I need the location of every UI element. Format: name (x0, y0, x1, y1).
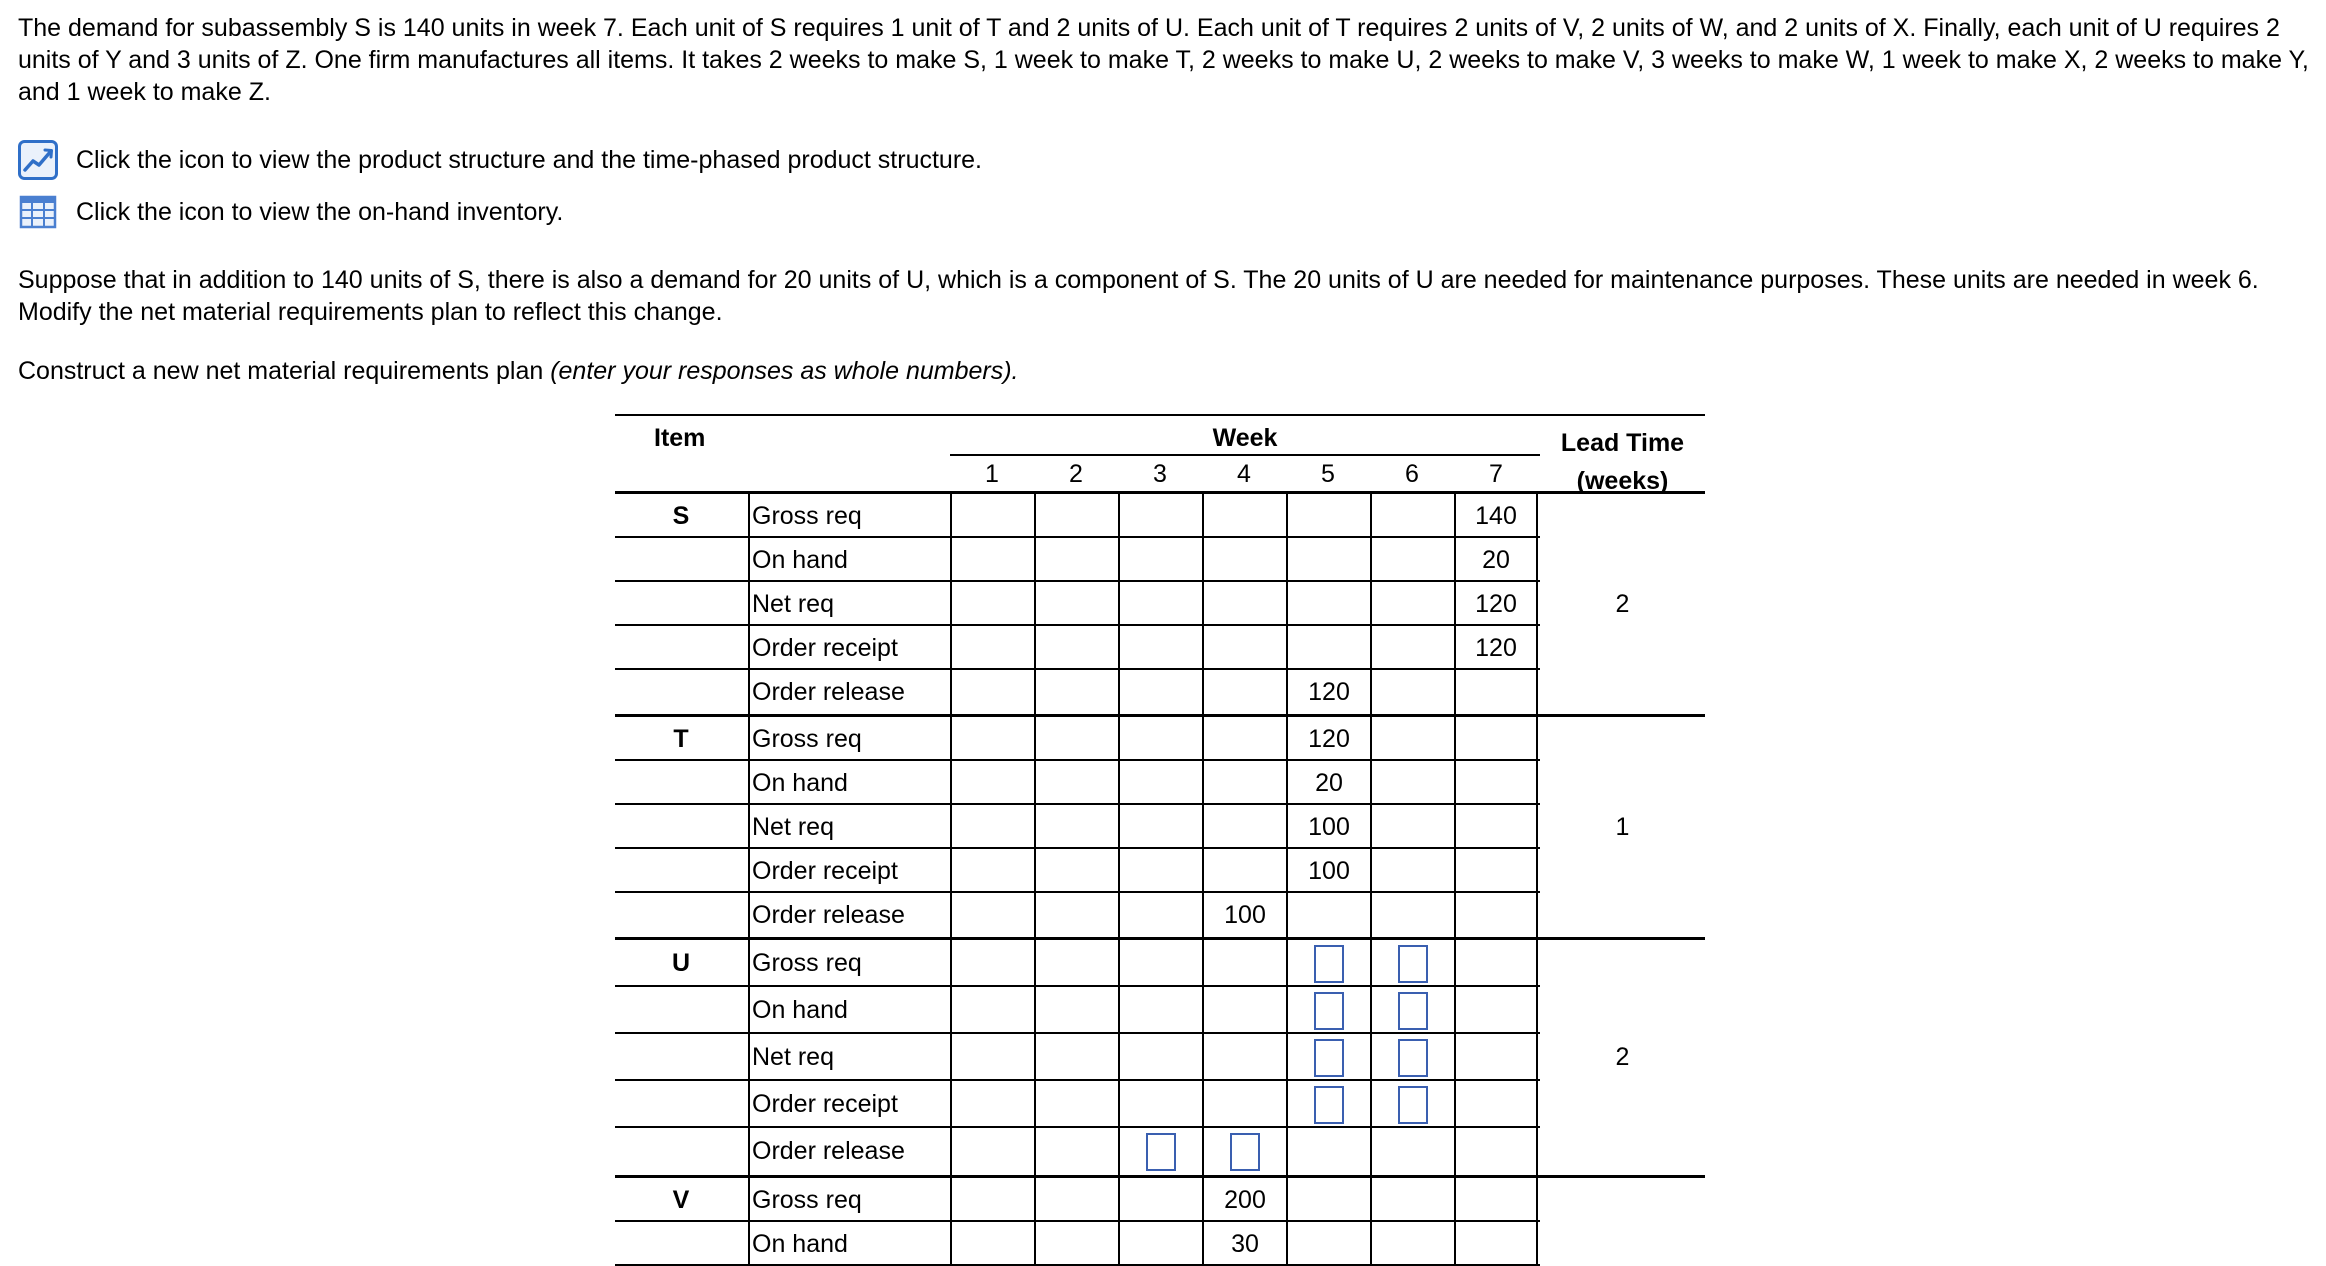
table-cell (1034, 717, 1118, 761)
table-cell (1370, 893, 1454, 937)
product-structure-link[interactable] (18, 140, 982, 180)
lead-time-value: 2 (1615, 1043, 1630, 1071)
week-header-underline (950, 454, 1540, 456)
table-cell (1202, 849, 1286, 893)
item-column-header: Item (654, 424, 706, 452)
table-cell (950, 893, 1034, 937)
table-cell (1370, 717, 1454, 761)
table-cell (1370, 626, 1454, 670)
table-cell (1118, 1178, 1202, 1222)
table-cell (950, 670, 1034, 714)
table-cell (1034, 1081, 1118, 1128)
row-label: Order receipt (748, 849, 948, 893)
table-cell (1034, 582, 1118, 626)
row-label: On hand (748, 538, 948, 582)
row-label: On hand (748, 1222, 948, 1266)
answer-cell (1286, 987, 1370, 1034)
lead-time-value: 2 (1615, 590, 1630, 618)
table-cell (1118, 940, 1202, 987)
answer-cell (1370, 987, 1454, 1034)
answer-cell (1370, 1081, 1454, 1128)
table-cell: 200 (1202, 1178, 1286, 1222)
table-cell (1034, 538, 1118, 582)
table-cell: 20 (1454, 538, 1538, 582)
week-number: 1 (985, 460, 999, 488)
table-cell (950, 761, 1034, 805)
table-cell: 140 (1454, 494, 1538, 538)
answer-cell (1370, 940, 1454, 987)
row-label: Net req (748, 1034, 948, 1081)
row-label: Gross req (748, 940, 948, 987)
answer-input[interactable] (1398, 945, 1428, 983)
table-cell (1286, 1222, 1370, 1266)
row-label: Gross req (748, 494, 948, 538)
week-number: 5 (1321, 460, 1335, 488)
table-cell (950, 805, 1034, 849)
table-cell (1286, 893, 1370, 937)
table-cell (1454, 1081, 1538, 1128)
table-cell (1454, 893, 1538, 937)
table-row (615, 670, 1705, 714)
table-cell (950, 1034, 1034, 1081)
table-cell (1118, 717, 1202, 761)
row-label: Order release (748, 1128, 948, 1175)
row-label: Net req (748, 582, 948, 626)
week-number: 7 (1489, 460, 1503, 488)
table-cell (1370, 670, 1454, 714)
table-cell (950, 1222, 1034, 1266)
table-cell (950, 849, 1034, 893)
table-cell (950, 582, 1034, 626)
table-cell (1202, 940, 1286, 987)
table-cell (1286, 626, 1370, 670)
table-cell (1286, 582, 1370, 626)
table-cell: 120 (1286, 717, 1370, 761)
chart-icon[interactable] (18, 140, 58, 180)
inventory-link[interactable] (18, 192, 563, 232)
lead-time-header (1540, 424, 1705, 500)
table-cell (1454, 940, 1538, 987)
table-cell (1370, 1178, 1454, 1222)
lead-time-header-line2: (weeks) (1576, 467, 1669, 495)
table-cell (950, 1178, 1034, 1222)
table-cell (1454, 849, 1538, 893)
row-label: Net req (748, 805, 948, 849)
table-cell (1286, 1128, 1370, 1175)
row-label: Order receipt (748, 1081, 948, 1128)
instruction-text (18, 355, 2313, 387)
answer-input[interactable] (1398, 1086, 1428, 1124)
table-cell (950, 1128, 1034, 1175)
table-cell (1118, 1081, 1202, 1128)
table-row (615, 1128, 1705, 1175)
item-block-s (615, 494, 1705, 717)
answer-cell (1118, 1128, 1202, 1175)
table-cell (1034, 626, 1118, 670)
table-cell (950, 538, 1034, 582)
table-cell (1454, 805, 1538, 849)
table-cell (1202, 987, 1286, 1034)
table-cell (950, 626, 1034, 670)
answer-cell (1370, 1034, 1454, 1081)
lead-time-header-line1: Lead Time (1560, 429, 1685, 457)
answer-cell (1286, 940, 1370, 987)
table-cell (1034, 670, 1118, 714)
row-label: Order receipt (748, 626, 948, 670)
table-cell: 100 (1202, 893, 1286, 937)
table-cell (1034, 940, 1118, 987)
week-number: 3 (1153, 460, 1167, 488)
lead-time-value: 1 (1615, 813, 1630, 841)
inventory-link-label[interactable]: Click the icon to view the on-hand inventory. (76, 197, 564, 226)
row-label: Gross req (748, 1178, 948, 1222)
table-cell (1034, 1128, 1118, 1175)
week-number: 6 (1405, 460, 1419, 488)
table-row (615, 717, 1705, 761)
table-cell: 100 (1286, 805, 1370, 849)
table-cell (1370, 494, 1454, 538)
item-name: U (671, 949, 691, 977)
table-cell (1286, 1178, 1370, 1222)
table-cell (1118, 670, 1202, 714)
table-cell (1118, 582, 1202, 626)
table-header (615, 414, 1705, 494)
table-cell (1034, 987, 1118, 1034)
table-cell (1118, 626, 1202, 670)
table-cell (1370, 1222, 1454, 1266)
table-cell (950, 1081, 1034, 1128)
table-cell (1202, 1034, 1286, 1081)
table-cell (1034, 1178, 1118, 1222)
table-cell (1118, 893, 1202, 937)
table-cell (950, 940, 1034, 987)
week-header: Week (1212, 424, 1278, 452)
table-cell (1034, 893, 1118, 937)
week-number: 2 (1069, 460, 1083, 488)
item-block-u (615, 940, 1705, 1178)
table-cell (1454, 1034, 1538, 1081)
table-cell (950, 717, 1034, 761)
row-label: Order release (748, 670, 948, 714)
table-icon[interactable] (18, 192, 58, 232)
table-cell (1202, 670, 1286, 714)
table-cell (1286, 538, 1370, 582)
table-cell: 120 (1454, 582, 1538, 626)
table-row (615, 538, 1705, 582)
table-cell (1202, 538, 1286, 582)
row-label: Gross req (748, 717, 948, 761)
table-cell (1454, 1128, 1538, 1175)
table-row (615, 1178, 1705, 1222)
table-cell (1118, 1034, 1202, 1081)
table-row (615, 849, 1705, 893)
table-cell (1370, 849, 1454, 893)
row-label: Order release (748, 893, 948, 937)
table-cell (1034, 761, 1118, 805)
table-cell (1118, 761, 1202, 805)
table-row (615, 987, 1705, 1034)
item-name: T (673, 725, 689, 753)
instruction-plain: Construct a new net material requirements plan (18, 357, 551, 385)
product-structure-link-label[interactable]: Click the icon to view the product structure and the time-phased product structure. (76, 145, 983, 174)
table-cell (1202, 1081, 1286, 1128)
answer-input[interactable] (1314, 1039, 1344, 1077)
item-block-t (615, 717, 1705, 940)
table-cell (1202, 717, 1286, 761)
table-cell (1034, 494, 1118, 538)
table-cell (1118, 805, 1202, 849)
table-row (615, 940, 1705, 987)
table-cell (1034, 849, 1118, 893)
table-cell: 20 (1286, 761, 1370, 805)
problem-statement: The demand for subassembly S is 140 units in week 7. Each unit of S requires 1 unit of T and 2 units of U. Each unit of T requires 2 units of V, 2 units of W, and 2 units of X. Finally, each unit of U requires 2 units of Y and 3 units of Z. One firm manufactures all items. It takes 2 weeks to make S, 1 week to make T, 2 weeks to make U, 2 weeks to make V, 3 weeks to make W, 1 week to make X, 2 weeks to make Y, and 1 week to make Z. (18, 14, 2309, 106)
table-cell (1202, 494, 1286, 538)
table-cell (1454, 1178, 1538, 1222)
table-cell (1454, 717, 1538, 761)
item-name: S (672, 502, 690, 530)
table-body (615, 494, 1705, 1266)
answer-cell (1202, 1128, 1286, 1175)
table-cell (1034, 1034, 1118, 1081)
table-cell (1454, 761, 1538, 805)
question-text: Suppose that in addition to 140 units of S, there is also a demand for 20 units of U, which is a component of S. The 20 units of U are needed for maintenance purposes. These units are needed in week 6. Modify the net material requirements plan to reflect this change. (18, 266, 2259, 326)
table-cell (1118, 1222, 1202, 1266)
item-block-v (615, 1178, 1705, 1266)
row-label: On hand (748, 761, 948, 805)
table-cell (1202, 582, 1286, 626)
table-cell (1286, 494, 1370, 538)
table-cell (1202, 761, 1286, 805)
answer-input[interactable] (1230, 1133, 1260, 1171)
table-row (615, 626, 1705, 670)
row-label: On hand (748, 987, 948, 1034)
table-cell (1370, 761, 1454, 805)
mrp-table (615, 414, 1705, 1258)
table-cell (1370, 1128, 1454, 1175)
answer-input[interactable] (1314, 945, 1344, 983)
answer-input[interactable] (1398, 992, 1428, 1030)
instruction-italic: (enter your responses as whole numbers). (550, 357, 1019, 385)
table-cell: 30 (1202, 1222, 1286, 1266)
answer-input[interactable] (1146, 1133, 1176, 1171)
table-cell (1370, 805, 1454, 849)
table-row (615, 761, 1705, 805)
table-cell (950, 987, 1034, 1034)
table-cell (1202, 805, 1286, 849)
answer-cell (1286, 1081, 1370, 1128)
table-cell (1034, 1222, 1118, 1266)
answer-cell (1286, 1034, 1370, 1081)
week-number: 4 (1237, 460, 1251, 488)
table-cell (1118, 538, 1202, 582)
table-cell (950, 494, 1034, 538)
table-cell (1370, 538, 1454, 582)
table-cell (1118, 849, 1202, 893)
item-name: V (672, 1186, 690, 1214)
table-cell (1034, 805, 1118, 849)
table-cell: 100 (1286, 849, 1370, 893)
table-cell (1454, 670, 1538, 714)
table-cell (1118, 494, 1202, 538)
answer-input[interactable] (1398, 1039, 1428, 1077)
table-cell (1454, 987, 1538, 1034)
table-cell (1370, 582, 1454, 626)
answer-input[interactable] (1314, 1086, 1344, 1124)
table-cell (1454, 1222, 1538, 1266)
table-row (615, 1222, 1705, 1266)
table-cell: 120 (1286, 670, 1370, 714)
table-row (615, 1081, 1705, 1128)
table-cell: 120 (1454, 626, 1538, 670)
table-cell (1118, 987, 1202, 1034)
table-cell (1202, 626, 1286, 670)
table-row (615, 494, 1705, 538)
table-row (615, 893, 1705, 937)
answer-input[interactable] (1314, 992, 1344, 1030)
